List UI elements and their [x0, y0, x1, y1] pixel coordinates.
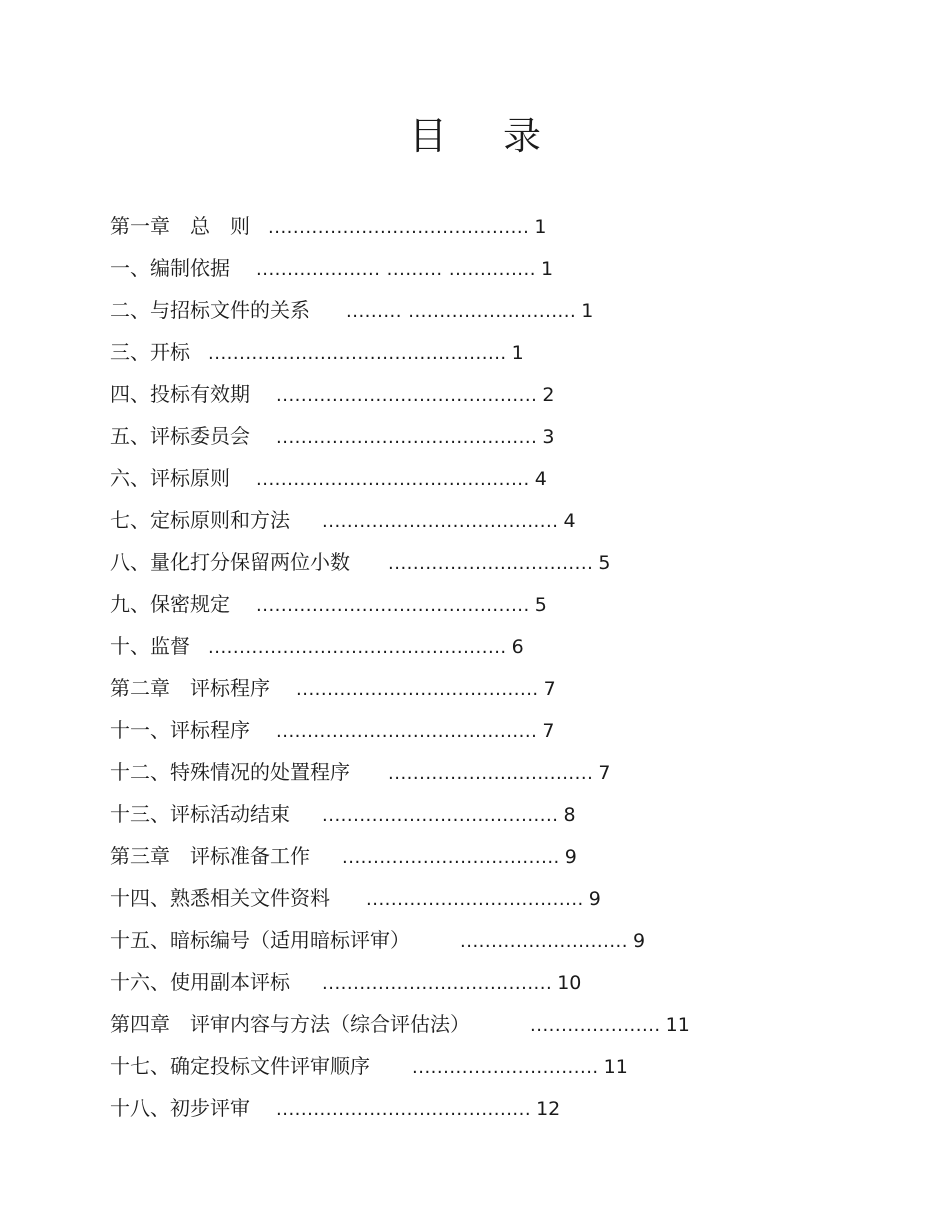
toc-item-page-number: 9 [588, 888, 601, 910]
toc-item-leader: ................................. [388, 763, 594, 784]
toc-item-page-number: 1 [581, 300, 594, 322]
toc-item[interactable] [110, 961, 870, 1003]
toc-item-leader: ............................................ [256, 595, 530, 616]
toc-item-label: 第二章 评标程序 [110, 676, 270, 700]
toc-item[interactable] [110, 205, 870, 247]
toc-item-leader: ................................................ [208, 343, 507, 364]
toc-item-page-number: 8 [563, 804, 576, 826]
toc-item-page-number: 11 [603, 1056, 628, 1078]
toc-item-label: 二、与招标文件的关系 [110, 298, 310, 322]
toc-item-page-number: 11 [665, 1014, 690, 1036]
toc-item-label: 一、编制依据 [110, 256, 230, 280]
toc-item-leader: ...................................... [322, 511, 559, 532]
toc-item-label: 十八、初步评审 [110, 1096, 250, 1120]
toc-item-page-number: 2 [542, 384, 555, 406]
toc-item-leader: ............................................ [256, 469, 530, 490]
toc-item[interactable] [110, 247, 870, 289]
page-title: 目 录 [408, 114, 564, 158]
toc-item-leader: .......................................... [276, 427, 538, 448]
toc-item-page-number: 5 [534, 594, 547, 616]
toc-item-label: 十二、特殊情况的处置程序 [110, 760, 350, 784]
toc-item-label: 十三、评标活动结束 [110, 802, 290, 826]
toc-item-page-number: 4 [563, 510, 576, 532]
toc-item[interactable] [110, 835, 870, 877]
toc-item-leader: ..................................... [322, 973, 553, 994]
toc-item[interactable] [110, 751, 870, 793]
toc-item-leader: ................................... [342, 847, 560, 868]
toc-item-label: 八、量化打分保留两位小数 [110, 550, 350, 574]
toc-item[interactable] [110, 1003, 870, 1045]
toc-item-page-number: 7 [542, 720, 555, 742]
toc-item[interactable] [110, 331, 870, 373]
toc-item[interactable] [110, 373, 870, 415]
toc-item-label: 十六、使用副本评标 [110, 970, 290, 994]
toc-item-leader: ...................................... [322, 805, 559, 826]
toc-item-leader: ..................... [530, 1015, 661, 1036]
toc-item-leader: ................................... [366, 889, 584, 910]
toc-item[interactable] [110, 499, 870, 541]
toc-item-label: 六、评标原则 [110, 466, 230, 490]
toc-item-page-number: 1 [511, 342, 524, 364]
toc-item-leader: ........................... [460, 931, 628, 952]
toc-item-leader: .................... ......... .............. [256, 259, 536, 280]
toc-item[interactable] [110, 625, 870, 667]
toc-item[interactable] [110, 457, 870, 499]
toc-item[interactable] [110, 1045, 870, 1087]
toc-item-page-number: 1 [540, 258, 554, 280]
toc-item-leader: ......................................... [276, 1099, 532, 1120]
toc-item-page-number: 5 [598, 552, 611, 574]
toc-item-label: 九、保密规定 [110, 592, 230, 616]
toc-item-leader: ....................................... [296, 679, 539, 700]
toc-item[interactable] [110, 793, 870, 835]
toc-item-leader: ................................................ [208, 637, 507, 658]
toc-item[interactable] [110, 541, 870, 583]
toc-item-label: 五、评标委员会 [110, 424, 250, 448]
toc-item-page-number: 12 [536, 1098, 561, 1120]
toc-item[interactable] [110, 415, 870, 457]
toc-item-page-number: 9 [633, 930, 646, 952]
toc-item[interactable] [110, 877, 870, 919]
toc-item-label: 十一、评标程序 [110, 718, 250, 742]
toc-item-page-number: 3 [542, 426, 555, 448]
toc-item-page-number: 7 [598, 762, 611, 784]
toc-item-label: 十五、暗标编号（适用暗标评审） [110, 928, 410, 952]
toc-item[interactable] [110, 289, 870, 331]
toc-item-label: 十、监督 [110, 634, 190, 658]
toc-item-label: 七、定标原则和方法 [110, 508, 290, 532]
toc-item-page-number: 10 [557, 972, 582, 994]
toc-item-leader: ......... ........................... [346, 301, 577, 322]
toc-item-label: 第一章 总 则 [110, 214, 250, 238]
toc-item-page-number: 4 [534, 468, 547, 490]
toc-item-label: 第四章 评审内容与方法（综合评估法） [110, 1012, 470, 1036]
toc-item-label: 三、开标 [110, 340, 190, 364]
table-of-contents [110, 205, 870, 1129]
toc-item[interactable] [110, 583, 870, 625]
toc-item-label: 十四、熟悉相关文件资料 [110, 886, 330, 910]
toc-item[interactable] [110, 919, 870, 961]
toc-item-leader: .............................. [412, 1057, 599, 1078]
toc-item-label: 四、投标有效期 [110, 382, 250, 406]
toc-item-leader: .......................................... [268, 217, 530, 238]
toc-item-page-number: 1 [534, 216, 547, 238]
toc-item-label: 第三章 评标准备工作 [110, 844, 310, 868]
toc-item-page-number: 7 [543, 678, 556, 700]
toc-item-leader: ................................. [388, 553, 594, 574]
toc-item[interactable] [110, 1087, 870, 1129]
toc-item-page-number: 9 [564, 846, 577, 868]
toc-item-leader: .......................................... [276, 721, 538, 742]
toc-item[interactable] [110, 667, 870, 709]
toc-item-page-number: 6 [511, 636, 524, 658]
toc-item-leader: .......................................... [276, 385, 538, 406]
toc-item[interactable] [110, 709, 870, 751]
toc-item-label: 十七、确定投标文件评审顺序 [110, 1054, 370, 1078]
